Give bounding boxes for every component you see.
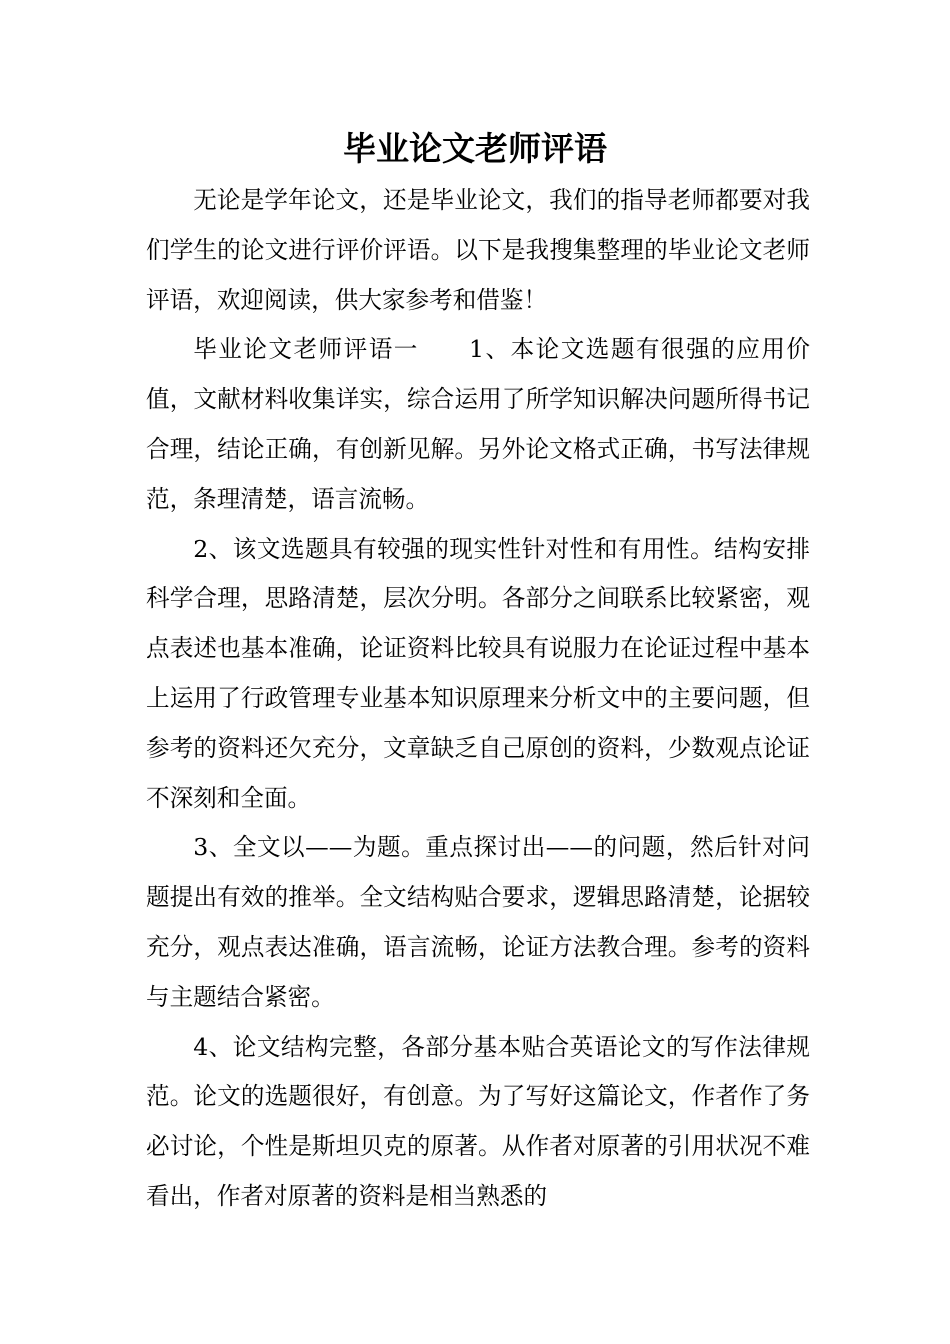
document-body <box>146 176 810 1222</box>
paragraph-comment-3: 3、全文以——为题。重点探讨出——的问题，然后针对问题提出有效的推举。全文结构贴合要求，逻辑思路清楚，论据较充分，观点表达准确，语言流畅，论证方法教合理。参考的资料与主题结合紧密。 <box>146 833 810 1011</box>
paragraph-comment-2: 2、该文选题具有较强的现实性针对性和有用性。结构安排科学合理，思路清楚，层次分明。各部分之间联系比较紧密，观点表述也基本准确，论证资料比较具有说服力在论证过程中基本上运用了行政管理专业基本知识原理来分析文中的主要问题，但参考的资料还欠充分，文章缺乏自己原创的资料，少数观点论证不深刻和全面。 <box>146 534 810 812</box>
paragraph-comment-1: 毕业论文老师评语一 1、本论文选题有很强的应用价值，文献材料收集详实，综合运用了所学知识解决问题所得书记合理，结论正确，有创新见解。另外论文格式正确，书写法律规范，条理清楚，语言流畅。 <box>146 335 810 513</box>
document-title: 毕业论文老师评语 <box>343 129 607 168</box>
paragraph-intro: 无论是学年论文，还是毕业论文，我们的指导老师都要对我们学生的论文进行评价评语。以下是我搜集整理的毕业论文老师评语，欢迎阅读，供大家参考和借鉴！ <box>146 186 810 314</box>
paragraph-comment-4: 4、论文结构完整，各部分基本贴合英语论文的写作法律规范。论文的选题很好，有创意。为了写好这篇论文，作者作了务必讨论，个性是斯坦贝克的原著。从作者对原著的引用状况不难看出，作者对原著的资料是相当熟悉的 <box>146 1032 810 1210</box>
